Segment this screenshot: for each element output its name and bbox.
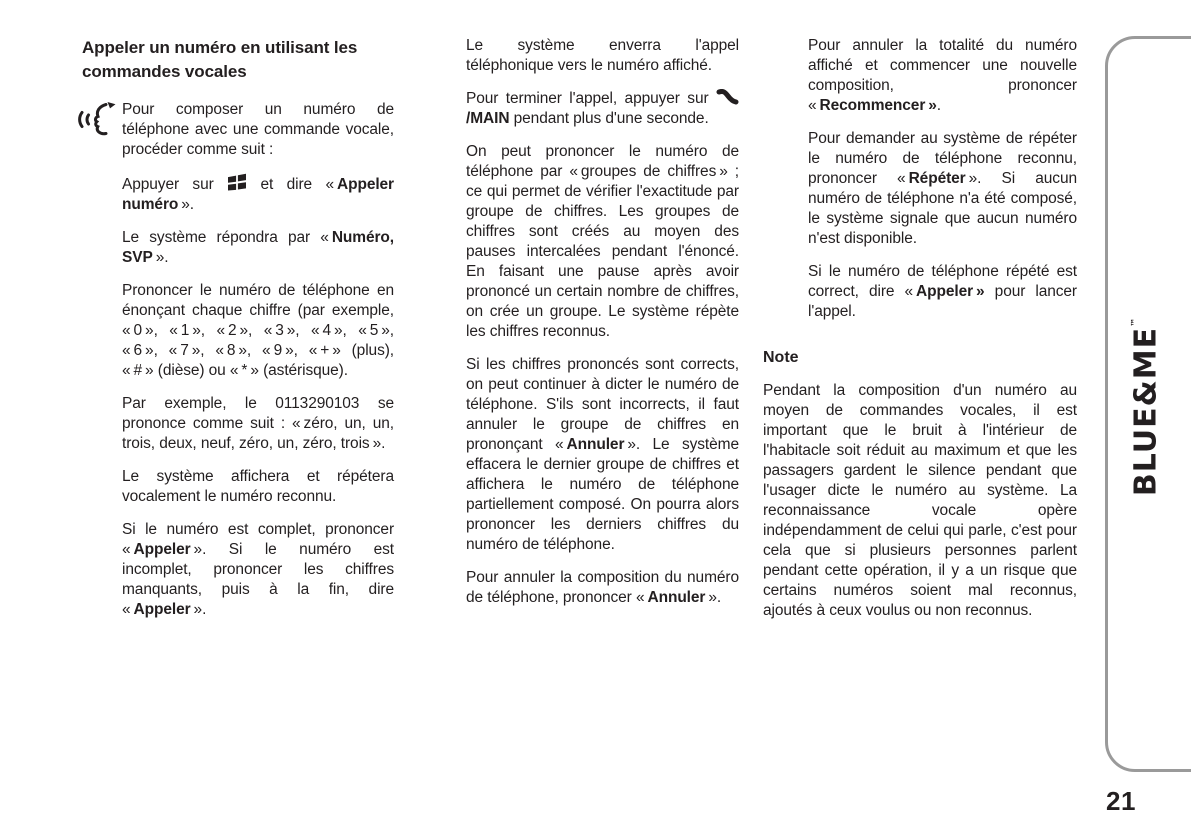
- text-run: Le système enverra l'appel téléphonique vers le numéro affiché.: [466, 37, 739, 74]
- blue-and-me-logo: [1129, 318, 1164, 496]
- text-run: On peut prononcer le numéro de téléphone par « groupes de chiffres » ; ce qui permet de vérifier l'exactitude par groupe de chiffres. Les groupes de chiffres sont créés au moyen des pauses intercalées pendant l'énoncé. En faisant une pause après avoir prononcé un certain nombre de chiffres, on crée un groupe. Le système répète les chiffres reconnus.: [466, 143, 739, 340]
- paragraph: [466, 142, 739, 342]
- text-run: Pour annuler la composition du numéro de téléphone, prononcer «: [466, 569, 739, 606]
- column-3: [763, 36, 1077, 634]
- brand-logo-text: BLUE&ME: [1128, 326, 1164, 497]
- paragraph: [122, 281, 394, 381]
- note-heading: [763, 348, 1077, 368]
- section-heading: [82, 36, 394, 84]
- text-run: Par exemple, le 0113290103 se prononce comme suit : « zéro, un, un, trois, deux, neuf, zéro, un, zéro, trois ».: [122, 395, 394, 452]
- text-run: Appeler numéro: [122, 176, 394, 213]
- text-run: Pour demander au système de répéter le numéro de téléphone reconnu, prononcer «: [808, 130, 1077, 187]
- paragraph: [466, 568, 739, 608]
- text-run: Le système affichera et répétera vocalement le numéro reconnu.: [122, 468, 394, 505]
- text-run: pendant plus d'une seconde.: [509, 110, 709, 127]
- text-run: ». Si le numéro est incomplet, prononcer les chiffres manquants, puis à la fin, dire «: [122, 541, 394, 618]
- paragraph: [122, 173, 394, 215]
- paragraph: [466, 36, 739, 76]
- windows-logo-icon: [227, 173, 247, 191]
- paragraph: [122, 394, 394, 454]
- text-run: Appeler: [133, 601, 191, 618]
- text-run: ». Le système effacera le dernier groupe de chiffres et affichera le numéro de téléphone partiellement composé. On pourra alors prononcer les derniers chiffres du numéro de téléphone.: [466, 436, 739, 553]
- paragraph: [122, 100, 394, 160]
- text-run: et dire «: [247, 176, 337, 193]
- paragraph: [466, 355, 739, 555]
- paragraph: [122, 228, 394, 268]
- voice-command-icon: [75, 98, 119, 140]
- paragraph: [808, 129, 1077, 249]
- text-run: ».: [152, 249, 169, 266]
- text-run: Pour terminer l'appel, appuyer sur: [466, 90, 716, 107]
- paragraph: [808, 36, 1077, 116]
- text-run: Numéro, SVP: [122, 229, 394, 266]
- text-run: ».: [705, 589, 722, 606]
- text-run: Si les chiffres prononcés sont corrects, on peut continuer à dicter le numéro de téléphone. S'ils sont incorrects, il faut annuler le groupe de chiffres en prononçant «: [466, 356, 739, 453]
- column-2: [466, 36, 739, 621]
- column-1: [82, 36, 394, 633]
- page-number: 21: [1106, 786, 1136, 816]
- text-run: Appuyer sur: [122, 176, 228, 193]
- trademark-symbol: ™: [1130, 317, 1141, 327]
- text-run: Prononcer le numéro de téléphone en énonçant chaque chiffre (par exemple, « 0 », « 1 », « 2 », « 3 », « 4 », « 5 », « 6 », « 7 », « 8 », « 9 », « + » (plus), « # » (dièse) ou « * » (astérisque).: [122, 282, 394, 379]
- text-run: /MAIN: [466, 110, 510, 127]
- text-run: Appeler »: [916, 283, 985, 300]
- paragraph: [808, 262, 1077, 322]
- text-run: Annuler: [566, 436, 625, 453]
- text-run: Le système répondra par «: [122, 229, 332, 246]
- text-run: ». Si aucun numéro de téléphone n'a été composé, le système signale que aucun numéro n'est disponible.: [808, 170, 1077, 247]
- text-run: Appeler un numéro en utilisant les commandes vocales: [82, 38, 358, 81]
- text-run: ».: [178, 196, 194, 213]
- paragraph: [466, 89, 739, 129]
- text-run: Pendant la composition d'un numéro au moyen de commandes vocales, il est important que le bruit à l'intérieur de l'habitacle soit réduit au maximum et que les passagers gardent le silence pendant que l'usager dicte le numéro au système. La reconnaissance vocale opère indépendamment de celui qui parle, c'est pour cela que si plusieurs personnes parlent pendant cette opération, il y a un risque que certains numéros soient mal reconnus, ajoutés à ceux voulus ou non reconnus.: [763, 382, 1077, 619]
- text-run: Annuler: [647, 589, 706, 606]
- paragraph: [122, 520, 394, 620]
- text-run: pour lancer l'appel.: [808, 283, 1077, 320]
- text-run: ».: [190, 601, 207, 618]
- text-run: Si le numéro est complet, prononcer «: [122, 521, 394, 558]
- paragraph: [763, 381, 1077, 621]
- phone-handset-icon: [716, 89, 739, 105]
- paragraph: [122, 467, 394, 507]
- text-run: Note: [763, 349, 799, 366]
- text-run: Si le numéro de téléphone répété est correct, dire «: [808, 263, 1077, 300]
- text-run: Recommencer »: [819, 97, 937, 114]
- text-run: Pour composer un numéro de téléphone avec une commande vocale, procéder comme suit :: [122, 101, 394, 158]
- text-run: Pour annuler la totalité du numéro affiché et commencer une nouvelle composition, prononcer «: [808, 37, 1077, 114]
- text-run: .: [936, 97, 942, 114]
- text-run: Appeler: [133, 541, 191, 558]
- text-run: Répéter: [908, 170, 966, 187]
